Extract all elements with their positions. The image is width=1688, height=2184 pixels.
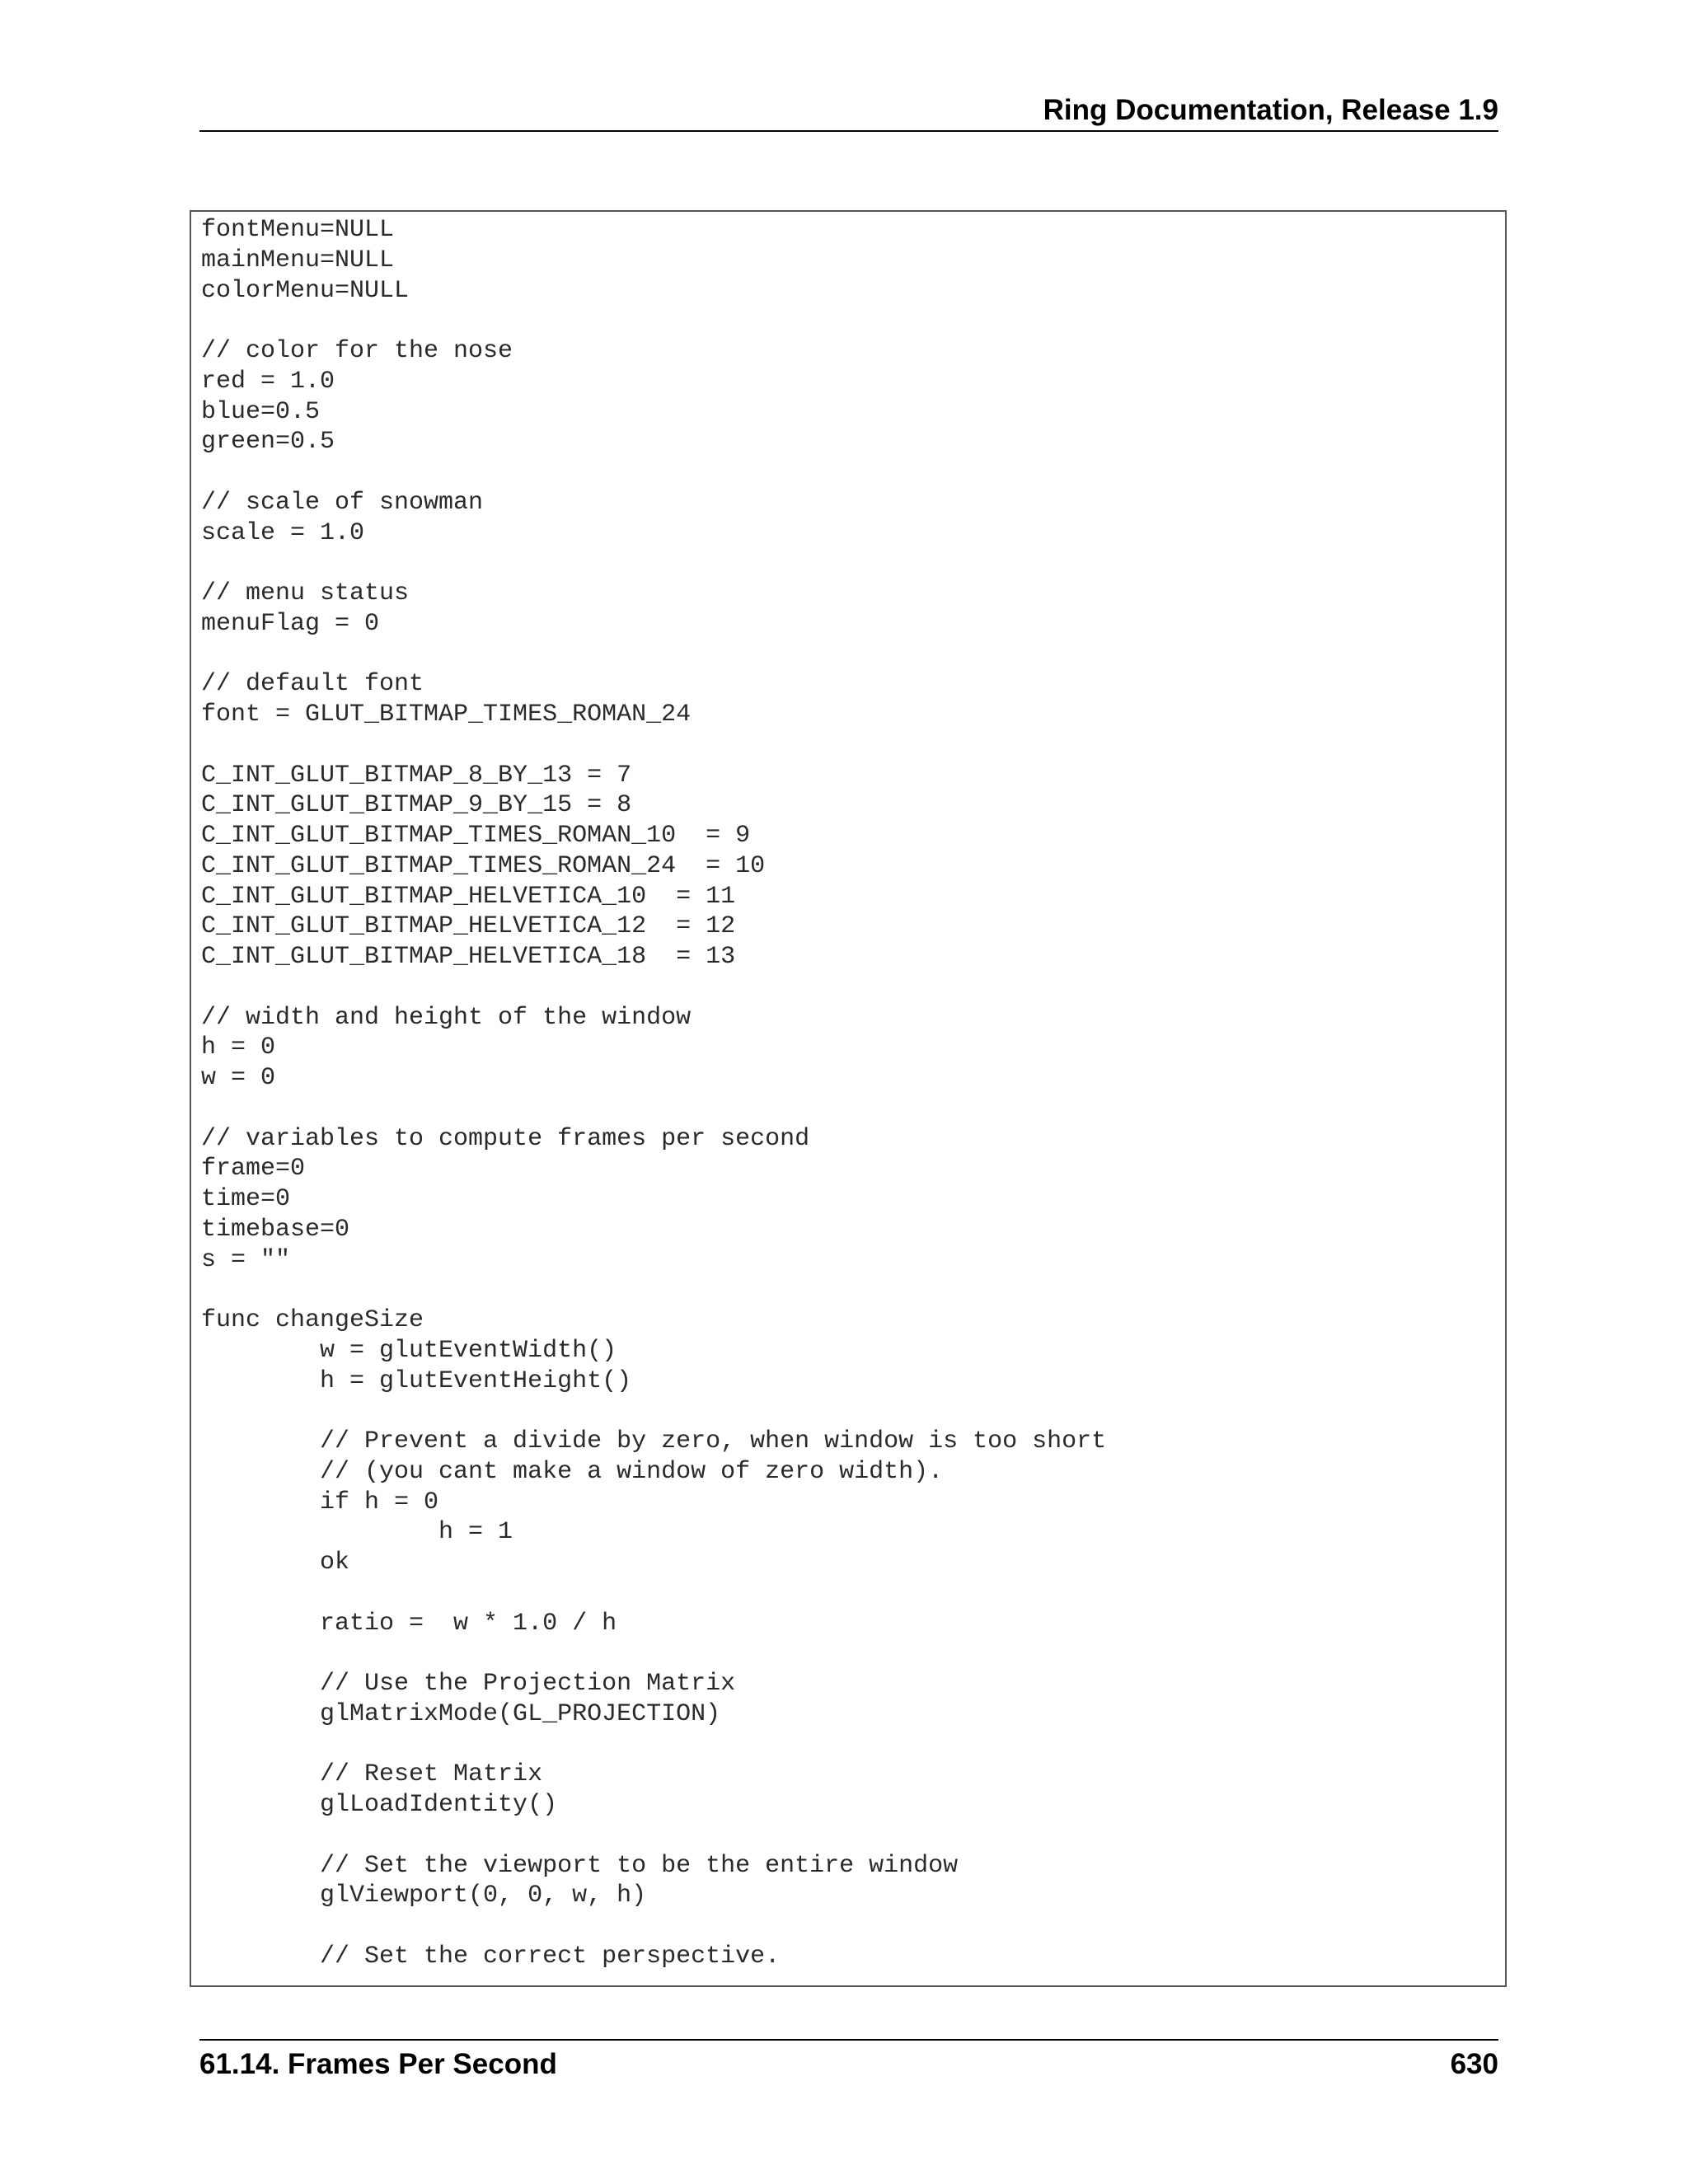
code-line: h = glutEventHeight()	[201, 1366, 632, 1395]
code-line: // Prevent a divide by zero, when window is too short	[201, 1427, 1107, 1455]
code-line: ok	[201, 1549, 350, 1577]
code-line: // Set the viewport to be the entire window	[201, 1851, 959, 1880]
code-line: font = GLUT_BITMAP_TIMES_ROMAN_24	[201, 701, 692, 729]
code-line: glMatrixMode(GL_PROJECTION)	[201, 1699, 721, 1728]
code-line: red = 1.0	[201, 367, 335, 396]
code-line: // color for the nose	[201, 337, 513, 365]
footer-rule	[199, 2039, 1498, 2041]
code-line: // variables to compute frames per second	[201, 1124, 810, 1153]
code-line: C_INT_GLUT_BITMAP_HELVETICA_18 = 13	[201, 943, 736, 971]
code-line: h = 0	[201, 1033, 276, 1062]
footer-section-title: 61.14. Frames Per Second	[199, 2048, 557, 2080]
code-line: C_INT_GLUT_BITMAP_8_BY_13 = 7	[201, 761, 632, 790]
code-line: scale = 1.0	[201, 518, 365, 547]
code-line: menuFlag = 0	[201, 609, 380, 638]
code-line: // Reset Matrix	[201, 1760, 543, 1789]
code-line: // scale of snowman	[201, 488, 484, 517]
code-line: green=0.5	[201, 428, 335, 457]
code-line: ratio = w * 1.0 / h	[201, 1609, 617, 1638]
page-number: 630	[1450, 2048, 1498, 2080]
code-line: // Use the Projection Matrix	[201, 1670, 736, 1698]
code-listing	[201, 215, 1106, 1972]
code-line: func changeSize	[201, 1306, 424, 1334]
code-line: colorMenu=NULL	[201, 276, 410, 305]
code-line: C_INT_GLUT_BITMAP_TIMES_ROMAN_10 = 9	[201, 822, 751, 850]
code-line: C_INT_GLUT_BITMAP_TIMES_ROMAN_24 = 10	[201, 851, 766, 880]
code-line: h = 1	[201, 1518, 513, 1547]
code-line: blue=0.5	[201, 397, 321, 426]
code-line: timebase=0	[201, 1215, 350, 1244]
code-line: frame=0	[201, 1155, 306, 1183]
code-line: // Set the correct perspective.	[201, 1942, 781, 1971]
code-line: s = ""	[201, 1245, 291, 1274]
code-line: if h = 0	[201, 1488, 439, 1516]
code-line: mainMenu=NULL	[201, 246, 395, 274]
code-line: C_INT_GLUT_BITMAP_9_BY_15 = 8	[201, 791, 632, 820]
code-line: // default font	[201, 670, 424, 699]
code-line: C_INT_GLUT_BITMAP_HELVETICA_12 = 12	[201, 912, 736, 941]
code-line: // (you cant make a window of zero width).	[201, 1457, 944, 1486]
code-line: time=0	[201, 1185, 291, 1213]
code-line: glLoadIdentity()	[201, 1791, 558, 1819]
code-line: // menu status	[201, 579, 410, 607]
code-block	[190, 210, 1507, 1987]
code-line: glViewport(0, 0, w, h)	[201, 1882, 647, 1910]
running-header	[199, 91, 1498, 132]
code-line: // width and height of the window	[201, 1003, 692, 1032]
code-line: w = glutEventWidth()	[201, 1336, 617, 1365]
document-title: Ring Documentation, Release 1.9	[1043, 94, 1498, 126]
code-line: fontMenu=NULL	[201, 216, 395, 244]
code-line: w = 0	[201, 1064, 276, 1092]
code-line: C_INT_GLUT_BITMAP_HELVETICA_10 = 11	[201, 882, 736, 911]
